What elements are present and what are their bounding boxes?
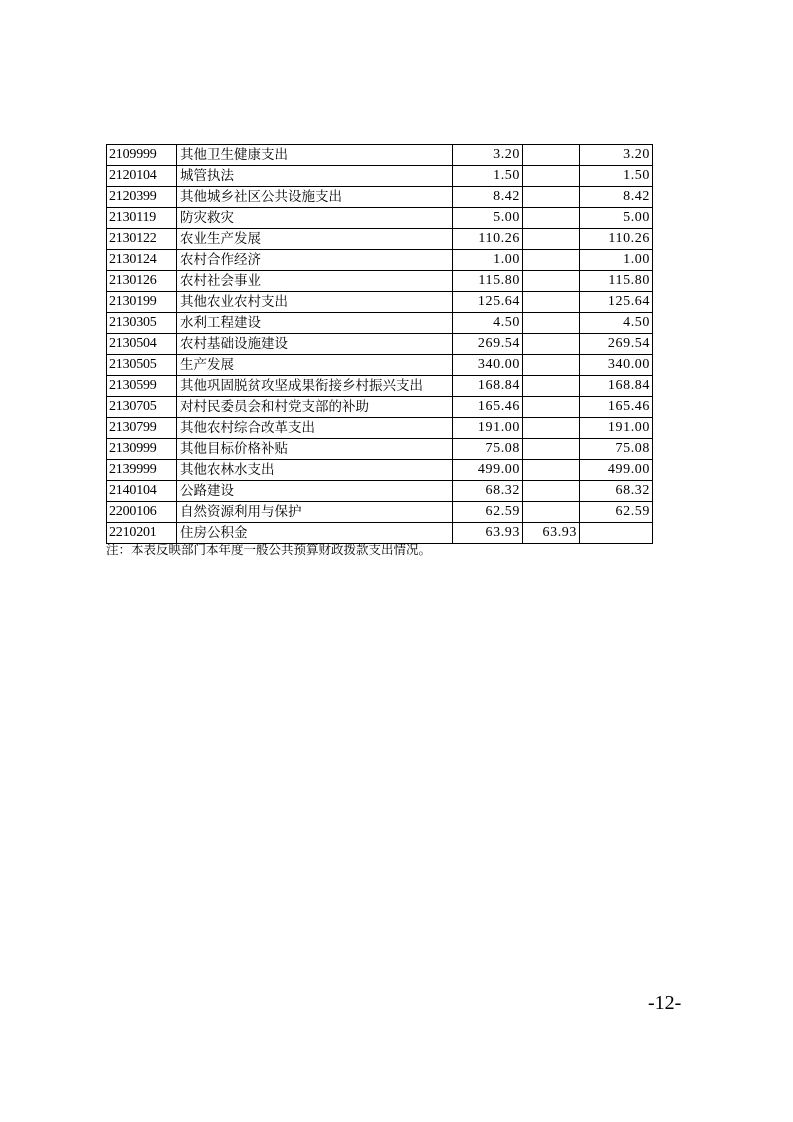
table-row bbox=[107, 208, 653, 229]
subject-name-cell: 对村民委员会和村党支部的补助 bbox=[177, 397, 453, 418]
subject-name-cell: 其他巩固脱贫攻坚成果衔接乡村振兴支出 bbox=[177, 376, 453, 397]
project-expenditure-cell: 269.54 bbox=[580, 334, 653, 355]
table-row bbox=[107, 250, 653, 271]
project-expenditure-cell: 115.80 bbox=[580, 271, 653, 292]
total-amount-cell: 4.50 bbox=[453, 313, 523, 334]
project-expenditure-cell: 1.00 bbox=[580, 250, 653, 271]
project-expenditure-cell: 8.42 bbox=[580, 187, 653, 208]
basic-expenditure-cell bbox=[523, 460, 580, 481]
subject-code-cell: 2120104 bbox=[107, 166, 177, 187]
subject-code-cell: 2130999 bbox=[107, 439, 177, 460]
project-expenditure-cell: 3.20 bbox=[580, 145, 653, 166]
project-expenditure-cell: 5.00 bbox=[580, 208, 653, 229]
basic-expenditure-cell bbox=[523, 418, 580, 439]
table-row bbox=[107, 166, 653, 187]
total-amount-cell: 1.50 bbox=[453, 166, 523, 187]
subject-code-cell: 2130504 bbox=[107, 334, 177, 355]
subject-name-cell: 农业生产发展 bbox=[177, 229, 453, 250]
subject-name-cell: 其他农林水支出 bbox=[177, 460, 453, 481]
total-amount-cell: 340.00 bbox=[453, 355, 523, 376]
subject-code-cell: 2130119 bbox=[107, 208, 177, 229]
subject-code-cell: 2130705 bbox=[107, 397, 177, 418]
basic-expenditure-cell bbox=[523, 502, 580, 523]
total-amount-cell: 115.80 bbox=[453, 271, 523, 292]
basic-expenditure-cell bbox=[523, 397, 580, 418]
total-amount-cell: 5.00 bbox=[453, 208, 523, 229]
table-row bbox=[107, 292, 653, 313]
project-expenditure-cell: 191.00 bbox=[580, 418, 653, 439]
total-amount-cell: 3.20 bbox=[453, 145, 523, 166]
budget-expenditure-table bbox=[106, 144, 653, 544]
project-expenditure-cell: 62.59 bbox=[580, 502, 653, 523]
basic-expenditure-cell bbox=[523, 334, 580, 355]
project-expenditure-cell bbox=[580, 523, 653, 544]
basic-expenditure-cell bbox=[523, 187, 580, 208]
total-amount-cell: 165.46 bbox=[453, 397, 523, 418]
total-amount-cell: 125.64 bbox=[453, 292, 523, 313]
table-body bbox=[107, 145, 653, 544]
total-amount-cell: 110.26 bbox=[453, 229, 523, 250]
basic-expenditure-cell bbox=[523, 250, 580, 271]
project-expenditure-cell: 499.00 bbox=[580, 460, 653, 481]
subject-name-cell: 其他农业农村支出 bbox=[177, 292, 453, 313]
subject-code-cell: 2130199 bbox=[107, 292, 177, 313]
project-expenditure-cell: 75.08 bbox=[580, 439, 653, 460]
table-row bbox=[107, 502, 653, 523]
basic-expenditure-cell bbox=[523, 355, 580, 376]
subject-name-cell: 农村社会事业 bbox=[177, 271, 453, 292]
basic-expenditure-cell: 63.93 bbox=[523, 523, 580, 544]
table-row bbox=[107, 418, 653, 439]
subject-name-cell: 住房公积金 bbox=[177, 523, 453, 544]
basic-expenditure-cell bbox=[523, 271, 580, 292]
total-amount-cell: 62.59 bbox=[453, 502, 523, 523]
subject-name-cell: 其他农村综合改革支出 bbox=[177, 418, 453, 439]
project-expenditure-cell: 165.46 bbox=[580, 397, 653, 418]
basic-expenditure-cell bbox=[523, 145, 580, 166]
table-row bbox=[107, 481, 653, 502]
subject-code-cell: 2139999 bbox=[107, 460, 177, 481]
total-amount-cell: 269.54 bbox=[453, 334, 523, 355]
subject-name-cell: 水利工程建设 bbox=[177, 313, 453, 334]
subject-code-cell: 2210201 bbox=[107, 523, 177, 544]
subject-code-cell: 2200106 bbox=[107, 502, 177, 523]
subject-code-cell: 2130599 bbox=[107, 376, 177, 397]
table-row bbox=[107, 397, 653, 418]
subject-code-cell: 2120399 bbox=[107, 187, 177, 208]
subject-code-cell: 2130799 bbox=[107, 418, 177, 439]
subject-name-cell: 其他城乡社区公共设施支出 bbox=[177, 187, 453, 208]
total-amount-cell: 8.42 bbox=[453, 187, 523, 208]
subject-name-cell: 防灾救灾 bbox=[177, 208, 453, 229]
project-expenditure-cell: 168.84 bbox=[580, 376, 653, 397]
table-row bbox=[107, 229, 653, 250]
project-expenditure-cell: 340.00 bbox=[580, 355, 653, 376]
subject-name-cell: 自然资源利用与保护 bbox=[177, 502, 453, 523]
basic-expenditure-cell bbox=[523, 313, 580, 334]
table-row bbox=[107, 376, 653, 397]
table-row bbox=[107, 271, 653, 292]
subject-code-cell: 2130124 bbox=[107, 250, 177, 271]
subject-name-cell: 生产发展 bbox=[177, 355, 453, 376]
basic-expenditure-cell bbox=[523, 481, 580, 502]
total-amount-cell: 499.00 bbox=[453, 460, 523, 481]
subject-code-cell: 2130122 bbox=[107, 229, 177, 250]
table-row bbox=[107, 313, 653, 334]
basic-expenditure-cell bbox=[523, 208, 580, 229]
subject-code-cell: 2140104 bbox=[107, 481, 177, 502]
table-row bbox=[107, 187, 653, 208]
subject-name-cell: 农村合作经济 bbox=[177, 250, 453, 271]
table-row bbox=[107, 460, 653, 481]
page-number: -12- bbox=[648, 992, 682, 1014]
basic-expenditure-cell bbox=[523, 439, 580, 460]
subject-code-cell: 2130305 bbox=[107, 313, 177, 334]
total-amount-cell: 1.00 bbox=[453, 250, 523, 271]
subject-code-cell: 2130505 bbox=[107, 355, 177, 376]
total-amount-cell: 63.93 bbox=[453, 523, 523, 544]
total-amount-cell: 168.84 bbox=[453, 376, 523, 397]
project-expenditure-cell: 4.50 bbox=[580, 313, 653, 334]
basic-expenditure-cell bbox=[523, 166, 580, 187]
basic-expenditure-cell bbox=[523, 229, 580, 250]
basic-expenditure-cell bbox=[523, 376, 580, 397]
basic-expenditure-cell bbox=[523, 292, 580, 313]
total-amount-cell: 75.08 bbox=[453, 439, 523, 460]
subject-name-cell: 公路建设 bbox=[177, 481, 453, 502]
subject-code-cell: 2130126 bbox=[107, 271, 177, 292]
project-expenditure-cell: 125.64 bbox=[580, 292, 653, 313]
project-expenditure-cell: 1.50 bbox=[580, 166, 653, 187]
table-row bbox=[107, 355, 653, 376]
project-expenditure-cell: 68.32 bbox=[580, 481, 653, 502]
total-amount-cell: 191.00 bbox=[453, 418, 523, 439]
subject-name-cell: 其他卫生健康支出 bbox=[177, 145, 453, 166]
total-amount-cell: 68.32 bbox=[453, 481, 523, 502]
subject-name-cell: 农村基础设施建设 bbox=[177, 334, 453, 355]
project-expenditure-cell: 110.26 bbox=[580, 229, 653, 250]
table-note: 注：本表反映部门本年度一般公共预算财政拨款支出情况。 bbox=[106, 542, 432, 557]
subject-name-cell: 城管执法 bbox=[177, 166, 453, 187]
subject-name-cell: 其他目标价格补贴 bbox=[177, 439, 453, 460]
table-row bbox=[107, 334, 653, 355]
subject-code-cell: 2109999 bbox=[107, 145, 177, 166]
table-row bbox=[107, 145, 653, 166]
table-row bbox=[107, 439, 653, 460]
